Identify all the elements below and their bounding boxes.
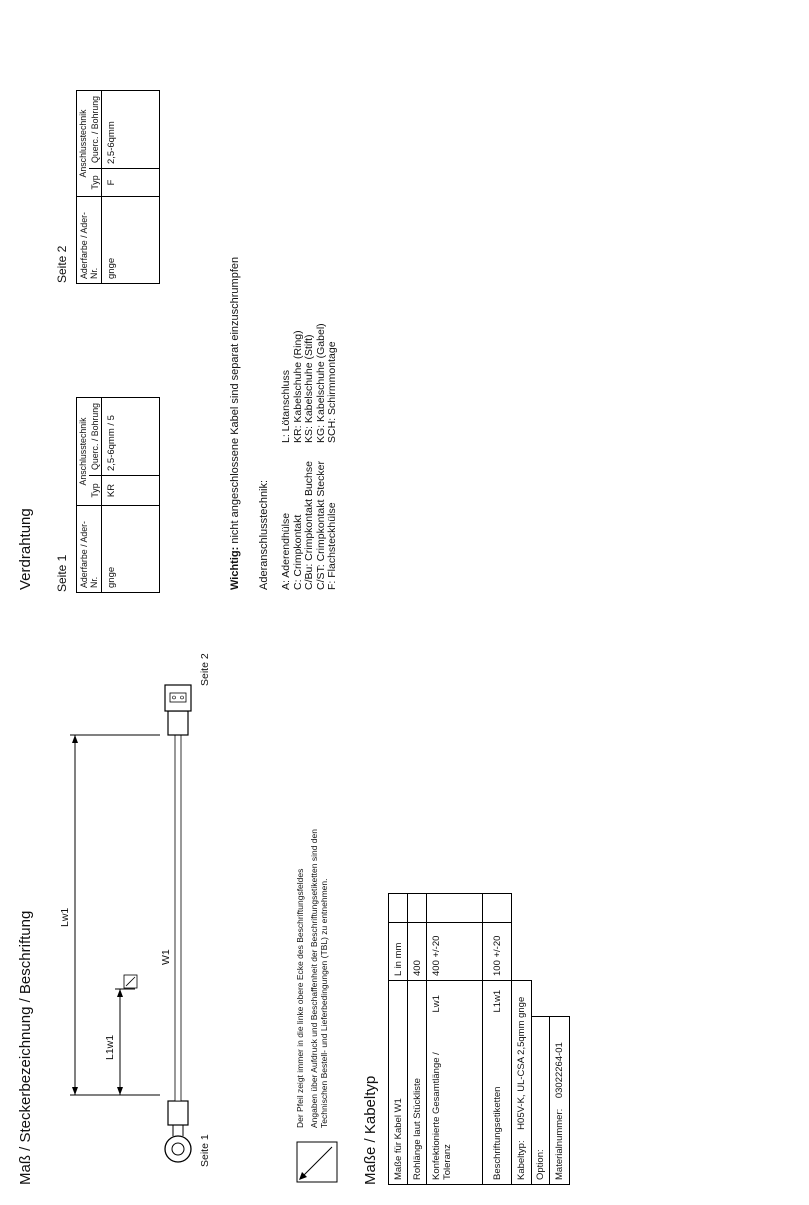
legend-right (281, 323, 339, 443)
legend-item: C/ST: Crimpkontakt Stecker (314, 461, 327, 590)
cable-type-cell (512, 981, 532, 1185)
cable-type-value: H05V-K, UL-CSA 2,5qmm gnge (516, 996, 527, 1130)
dims-label-cell: Rohlänge laut Stückliste (408, 1017, 427, 1185)
cable-w1 (175, 735, 181, 1101)
legend-title: Aderanschlusstechnik: (258, 479, 270, 590)
table-row (408, 894, 427, 1185)
legend-item: L: Lötanschluss (280, 370, 292, 443)
legend-item: A: Aderendhülse (280, 512, 292, 590)
label-arrow-icon (296, 1141, 338, 1183)
table-row (102, 398, 160, 593)
dims-unit-cell: L in mm (389, 923, 408, 981)
material-cell (550, 1017, 570, 1185)
side1-heading: Seite 1 (55, 554, 69, 592)
header-color: Aderfarbe / Ader-Nr. (77, 197, 102, 284)
lw1-arrow-right (72, 735, 78, 743)
ring-terminal-sleeve (168, 1101, 188, 1125)
header-tech: Anschlusstechnik (77, 398, 89, 506)
wiring-table-side1 (76, 397, 160, 593)
side1-label: Seite 1 (199, 1134, 211, 1167)
header-tech: Anschlusstechnik (77, 91, 89, 197)
dims-table (388, 893, 570, 1185)
note-arrow: Der Pfeil zeigt immer in die linke obere Ecke des Beschriftungsfeldes (295, 868, 305, 1128)
legend-item: C: Crimpkontakt (291, 514, 304, 590)
l1w1-label: L1w1 (104, 1034, 116, 1060)
wiring-title: Verdrahtung (17, 508, 34, 590)
dims-title: Maße / Kabeltyp (362, 1075, 379, 1185)
color-cell: gnge (102, 197, 160, 284)
wiring-table-side2 (76, 90, 160, 284)
w1-label: W1 (160, 949, 172, 965)
quer-cell: 2,5-6qmm (102, 91, 160, 169)
dims-label-cell: Beschriftungsetiketten (483, 1017, 512, 1185)
ring-terminal-icon (165, 1136, 191, 1162)
dims-value-cell: 400 +/-20 (427, 923, 483, 981)
ring-terminal-hole (172, 1143, 184, 1155)
header-typ: Typ (89, 169, 102, 197)
legend-item: SCH: Schirmmontage (326, 341, 338, 443)
dims-code-cell: Lw1 (427, 981, 483, 1017)
legend-item: KR: Kabelschuhe (Ring) (291, 330, 304, 443)
option-cell: Option: (532, 1017, 550, 1185)
material-number: 03022264-01 (554, 1042, 565, 1099)
cable-type-label: Kabeltyp: (516, 1140, 527, 1180)
material-label: Materialnummer: (554, 1108, 565, 1180)
legend-item: C/Bu: Crimpkontakt Buchse (303, 461, 315, 590)
side2-heading: Seite 2 (55, 245, 69, 283)
table-row (389, 894, 408, 1185)
color-cell: gnge (102, 506, 160, 593)
important-note (230, 257, 241, 590)
note-labels-1: Angaben über Aufdruck und Beschaffenheit der Beschriftungsetiketten sind den (309, 829, 319, 1128)
quer-cell: 2,5-6qmm / 5 (102, 398, 160, 476)
side2-label: Seite 2 (199, 653, 211, 686)
dims-value-cell: 100 +/-20 (483, 923, 512, 981)
flat-receptacle-sleeve (168, 711, 188, 735)
dims-label-cell: Konfektionierte Gesamtlänge / Toleranz (427, 1017, 483, 1185)
header-typ: Typ (89, 476, 102, 506)
typ-cell: F (102, 169, 160, 197)
note-labels-2: Technischen Bestell- und Lieferbedingungen (TBL) zu entnehmen. (319, 878, 329, 1128)
header-quer: Querс. / Bohrung (89, 398, 102, 476)
lw1-arrow-left (72, 1087, 78, 1095)
drawing-title: Maß / Steckerbezeichnung / Beschriftung (17, 910, 34, 1185)
header-color: Aderfarbe / Ader-Nr. (77, 506, 102, 593)
table-row (532, 894, 550, 1185)
typ-cell: KR (102, 476, 160, 506)
dims-code-cell: L1w1 (483, 981, 512, 1017)
cable-drawing (0, 605, 260, 1205)
important-text: nicht angeschlossene Kabel sind separat einzuschrumpfen (229, 256, 241, 547)
flat-receptacle-icon (165, 685, 191, 711)
legend-item: KS: Kabelschuhe (Stift) (303, 334, 315, 443)
table-row (102, 91, 160, 284)
header-quer: Querс. / Bohrung (89, 91, 102, 169)
legend-item: KG: Kabelschuhe (Gabel) (314, 323, 327, 443)
important-label: Wichtig: (229, 546, 241, 590)
legend-item: F: Flachsteckhülse (326, 502, 338, 590)
dims-label-cell: Maße für Kabel W1 (389, 1017, 408, 1185)
label-marker-arrow (126, 977, 135, 986)
l1w1-arrow-left (117, 1087, 123, 1095)
table-row (550, 894, 570, 1185)
table-row (483, 894, 512, 1185)
lw1-label: Lw1 (59, 907, 71, 927)
l1w1-arrow-right (117, 989, 123, 997)
legend-left (281, 461, 339, 590)
dims-value-cell: 400 (408, 923, 427, 981)
table-row (427, 894, 483, 1185)
table-row (512, 894, 532, 1185)
